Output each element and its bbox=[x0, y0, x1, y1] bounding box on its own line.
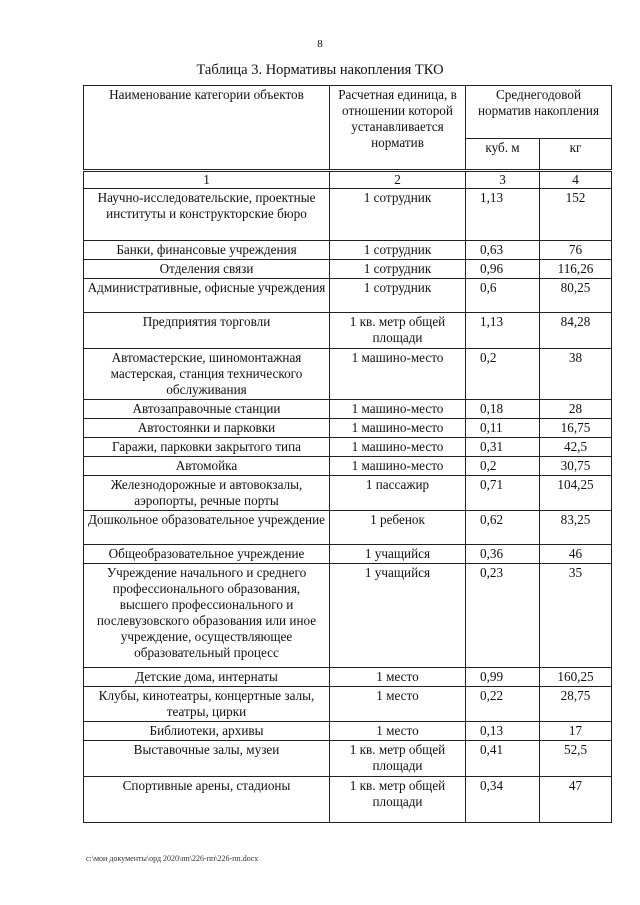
row-unit-cell: 1 место bbox=[330, 668, 466, 687]
row-volume-cell: 0,2 bbox=[466, 457, 540, 476]
row-unit-cell: 1 кв. метр общей площади bbox=[330, 777, 466, 823]
row-unit-cell: 1 кв. метр общей площади bbox=[330, 741, 466, 777]
row-volume-cell: 0,71 bbox=[466, 476, 540, 511]
row-mass-cell: 83,25 bbox=[540, 511, 612, 545]
table-row bbox=[84, 722, 612, 741]
row-category-cell: Клубы, кинотеатры, концертные залы, театры, цирки bbox=[84, 687, 330, 722]
row-category-cell: Библиотеки, архивы bbox=[84, 722, 330, 741]
row-unit-cell: 1 сотрудник bbox=[330, 241, 466, 260]
row-volume-cell: 0,18 bbox=[466, 400, 540, 419]
table-row bbox=[84, 189, 612, 241]
table-row bbox=[84, 313, 612, 349]
column-number: 4 bbox=[540, 171, 612, 189]
table-row bbox=[84, 400, 612, 419]
row-unit-cell: 1 кв. метр общей площади bbox=[330, 313, 466, 349]
row-mass-cell: 28 bbox=[540, 400, 612, 419]
row-category-cell: Автозаправочные станции bbox=[84, 400, 330, 419]
row-category-cell: Общеобразовательное учреждение bbox=[84, 545, 330, 564]
row-category-cell: Спортивные арены, стадионы bbox=[84, 777, 330, 823]
row-mass-cell: 47 bbox=[540, 777, 612, 823]
row-mass-cell: 42,5 bbox=[540, 438, 612, 457]
footer-file-path: c:\мои документы\орд 2020\пп\226-пп\226-пп.docx bbox=[86, 854, 259, 863]
row-volume-cell: 0,2 bbox=[466, 349, 540, 400]
row-category-cell: Административные, офисные учреждения bbox=[84, 279, 330, 313]
header-norm: Среднегодовой норматив накопления bbox=[466, 86, 612, 139]
table-row bbox=[84, 687, 612, 722]
table-row bbox=[84, 260, 612, 279]
row-unit-cell: 1 сотрудник bbox=[330, 260, 466, 279]
row-volume-cell: 1,13 bbox=[466, 313, 540, 349]
row-mass-cell: 46 bbox=[540, 545, 612, 564]
table-header bbox=[84, 86, 612, 171]
row-volume-cell: 0,96 bbox=[466, 260, 540, 279]
row-mass-cell: 35 bbox=[540, 564, 612, 668]
column-number-row bbox=[84, 171, 612, 189]
table-title: Таблица 3. Нормативы накопления ТКО bbox=[196, 62, 444, 78]
row-volume-cell: 0,23 bbox=[466, 564, 540, 668]
column-number: 1 bbox=[84, 171, 330, 189]
row-category-cell: Дошкольное образовательное учреждение bbox=[84, 511, 330, 545]
table-row bbox=[84, 349, 612, 400]
row-volume-cell: 1,13 bbox=[466, 189, 540, 241]
row-volume-cell: 0,22 bbox=[466, 687, 540, 722]
page-number: 8 bbox=[317, 38, 323, 50]
row-mass-cell: 76 bbox=[540, 241, 612, 260]
header-mass: кг bbox=[540, 139, 612, 171]
header-volume: куб. м bbox=[466, 139, 540, 171]
row-category-cell: Автомастерские, шиномонтажная мастерская, станция технического обслуживания bbox=[84, 349, 330, 400]
row-volume-cell: 0,41 bbox=[466, 741, 540, 777]
table-row bbox=[84, 741, 612, 777]
row-category-cell: Банки, финансовые учреждения bbox=[84, 241, 330, 260]
row-unit-cell: 1 учащийся bbox=[330, 564, 466, 668]
table-row bbox=[84, 279, 612, 313]
row-category-cell: Учреждение начального и среднего профессионального образования, высшего профессионального и послевузовского образования или иное учреждение, осуществляющее образовательный процесс bbox=[84, 564, 330, 668]
table-row bbox=[84, 511, 612, 545]
row-unit-cell: 1 учащийся bbox=[330, 545, 466, 564]
row-mass-cell: 104,25 bbox=[540, 476, 612, 511]
row-unit-cell: 1 машино-место bbox=[330, 438, 466, 457]
row-mass-cell: 152 bbox=[540, 189, 612, 241]
row-volume-cell: 0,99 bbox=[466, 668, 540, 687]
row-unit-cell: 1 машино-место bbox=[330, 400, 466, 419]
row-category-cell: Научно-исследовательские, проектные институты и конструкторские бюро bbox=[84, 189, 330, 241]
table-row bbox=[84, 419, 612, 438]
row-volume-cell: 0,6 bbox=[466, 279, 540, 313]
row-unit-cell: 1 место bbox=[330, 722, 466, 741]
table-row bbox=[84, 457, 612, 476]
row-unit-cell: 1 машино-место bbox=[330, 419, 466, 438]
row-category-cell: Отделения связи bbox=[84, 260, 330, 279]
row-mass-cell: 160,25 bbox=[540, 668, 612, 687]
row-unit-cell: 1 пассажир bbox=[330, 476, 466, 511]
table-row bbox=[84, 668, 612, 687]
row-unit-cell: 1 сотрудник bbox=[330, 189, 466, 241]
row-category-cell: Железнодорожные и автовокзалы, аэропорты, речные порты bbox=[84, 476, 330, 511]
table-row bbox=[84, 777, 612, 823]
table-body bbox=[84, 171, 612, 823]
row-mass-cell: 16,75 bbox=[540, 419, 612, 438]
row-unit-cell: 1 машино-место bbox=[330, 349, 466, 400]
row-volume-cell: 0,11 bbox=[466, 419, 540, 438]
row-unit-cell: 1 место bbox=[330, 687, 466, 722]
header-category: Наименование категории объектов bbox=[84, 86, 330, 171]
row-unit-cell: 1 машино-место bbox=[330, 457, 466, 476]
table-row bbox=[84, 545, 612, 564]
row-mass-cell: 52,5 bbox=[540, 741, 612, 777]
row-mass-cell: 28,75 bbox=[540, 687, 612, 722]
row-mass-cell: 17 bbox=[540, 722, 612, 741]
row-volume-cell: 0,31 bbox=[466, 438, 540, 457]
table-row bbox=[84, 241, 612, 260]
row-volume-cell: 0,36 bbox=[466, 545, 540, 564]
column-number: 3 bbox=[466, 171, 540, 189]
row-category-cell: Автомойка bbox=[84, 457, 330, 476]
row-category-cell: Детские дома, интернаты bbox=[84, 668, 330, 687]
row-category-cell: Гаражи, парковки закрытого типа bbox=[84, 438, 330, 457]
row-mass-cell: 80,25 bbox=[540, 279, 612, 313]
row-volume-cell: 0,63 bbox=[466, 241, 540, 260]
table-row bbox=[84, 564, 612, 668]
row-mass-cell: 38 bbox=[540, 349, 612, 400]
table-row bbox=[84, 476, 612, 511]
row-category-cell: Предприятия торговли bbox=[84, 313, 330, 349]
row-volume-cell: 0,34 bbox=[466, 777, 540, 823]
row-category-cell: Выставочные залы, музеи bbox=[84, 741, 330, 777]
column-number: 2 bbox=[330, 171, 466, 189]
row-mass-cell: 30,75 bbox=[540, 457, 612, 476]
norms-table bbox=[83, 85, 612, 823]
row-unit-cell: 1 сотрудник bbox=[330, 279, 466, 313]
row-unit-cell: 1 ребенок bbox=[330, 511, 466, 545]
row-category-cell: Автостоянки и парковки bbox=[84, 419, 330, 438]
row-mass-cell: 84,28 bbox=[540, 313, 612, 349]
header-unit: Расчетная единица, в отношении которой устанавливается норматив bbox=[330, 86, 466, 171]
row-mass-cell: 116,26 bbox=[540, 260, 612, 279]
row-volume-cell: 0,13 bbox=[466, 722, 540, 741]
table-row bbox=[84, 438, 612, 457]
row-volume-cell: 0,62 bbox=[466, 511, 540, 545]
